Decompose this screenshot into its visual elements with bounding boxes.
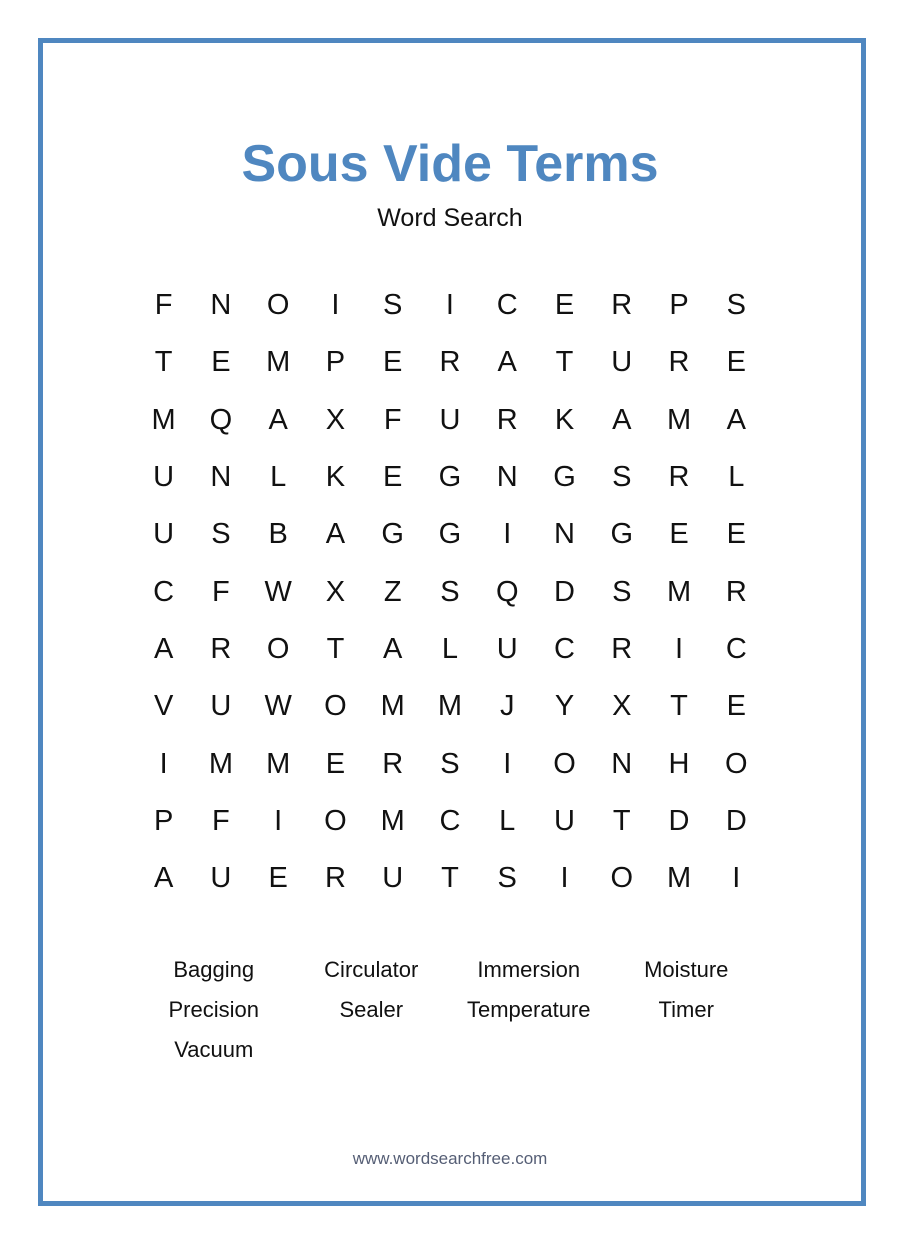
puzzle-subtitle: Word Search: [377, 204, 523, 232]
letter-grid: [135, 277, 765, 907]
grid-cell[interactable]: A: [612, 403, 632, 436]
grid-cell[interactable]: C: [554, 632, 575, 665]
grid-cell[interactable]: A: [325, 518, 346, 551]
grid-cell[interactable]: E: [383, 346, 403, 379]
grid-cell[interactable]: P: [153, 804, 174, 837]
grid-cell[interactable]: I: [274, 804, 283, 837]
grid-cell[interactable]: A: [497, 346, 517, 379]
grid-cell[interactable]: F: [154, 289, 173, 322]
grid-cell[interactable]: R: [324, 862, 346, 895]
grid-cell[interactable]: G: [553, 461, 576, 494]
grid-cell[interactable]: O: [324, 804, 347, 837]
grid-cell[interactable]: I: [445, 289, 454, 322]
grid-cell[interactable]: G: [381, 518, 404, 551]
grid-cell[interactable]: D: [554, 575, 575, 608]
grid-cell[interactable]: S: [497, 862, 517, 895]
grid-cell[interactable]: K: [554, 403, 575, 436]
grid-cell[interactable]: D: [668, 804, 690, 837]
grid-cell[interactable]: R: [439, 346, 461, 379]
grid-cell[interactable]: L: [441, 632, 459, 665]
grid-cell[interactable]: M: [208, 747, 233, 780]
grid-cell[interactable]: J: [499, 690, 515, 723]
grid-cell[interactable]: I: [159, 747, 168, 780]
grid-cell[interactable]: A: [268, 403, 288, 436]
grid-cell[interactable]: R: [611, 632, 633, 665]
grid-cell[interactable]: A: [153, 862, 174, 895]
grid-cell[interactable]: S: [440, 747, 460, 780]
grid-cell[interactable]: A: [726, 403, 746, 436]
grid-row: [135, 850, 765, 907]
grid-cell[interactable]: U: [439, 403, 461, 436]
grid-cell[interactable]: G: [438, 461, 462, 494]
grid-cell[interactable]: M: [666, 862, 692, 895]
grid-cell[interactable]: C: [153, 575, 175, 608]
grid-cell[interactable]: R: [668, 461, 690, 494]
grid-cell[interactable]: Z: [383, 575, 402, 608]
grid-cell[interactable]: W: [264, 690, 292, 723]
grid-cell[interactable]: F: [212, 575, 230, 608]
grid-row: [135, 277, 765, 334]
grid-cell[interactable]: U: [611, 346, 633, 379]
grid-cell[interactable]: R: [496, 403, 518, 436]
grid-cell[interactable]: X: [325, 403, 346, 436]
word-list-item: Bagging: [173, 957, 255, 982]
grid-cell[interactable]: I: [503, 518, 512, 551]
grid-row: [135, 678, 765, 735]
grid-cell[interactable]: M: [380, 804, 405, 837]
grid-cell[interactable]: U: [210, 690, 232, 723]
grid-cell[interactable]: T: [612, 804, 631, 837]
grid-cell[interactable]: U: [382, 862, 404, 895]
grid-cell[interactable]: K: [325, 461, 346, 494]
grid-row: [135, 563, 765, 620]
grid-cell[interactable]: N: [496, 461, 518, 494]
grid-cell[interactable]: M: [666, 575, 692, 608]
grid-cell[interactable]: D: [725, 804, 747, 837]
grid-cell[interactable]: T: [670, 690, 688, 723]
grid-cell[interactable]: C: [496, 289, 518, 322]
grid-row: [135, 793, 765, 850]
grid-cell[interactable]: E: [325, 747, 346, 780]
grid-cell[interactable]: M: [266, 346, 291, 379]
grid-cell[interactable]: U: [153, 518, 175, 551]
grid-row: [135, 735, 765, 792]
grid-cell[interactable]: E: [554, 289, 575, 322]
grid-cell[interactable]: A: [383, 632, 403, 665]
grid-cell[interactable]: X: [325, 575, 346, 608]
grid-cell[interactable]: R: [210, 632, 232, 665]
grid-cell[interactable]: U: [554, 804, 575, 837]
grid-cell[interactable]: H: [668, 747, 690, 780]
word-list-item: Moisture: [644, 957, 729, 982]
grid-cell[interactable]: I: [560, 862, 569, 895]
word-list: [135, 950, 765, 1070]
grid-cell[interactable]: V: [153, 690, 174, 723]
grid-cell[interactable]: S: [612, 575, 632, 608]
grid-cell[interactable]: W: [264, 575, 292, 608]
grid-cell[interactable]: P: [325, 346, 346, 379]
word-list-item: Vacuum: [174, 1037, 254, 1062]
grid-cell[interactable]: O: [610, 862, 634, 895]
grid-cell[interactable]: P: [669, 289, 689, 322]
grid-cell[interactable]: L: [728, 461, 745, 494]
grid-cell[interactable]: M: [666, 403, 692, 436]
grid-cell[interactable]: L: [499, 804, 516, 837]
grid-cell[interactable]: N: [210, 461, 232, 494]
word-list-item: Precision: [168, 997, 259, 1022]
grid-cell[interactable]: S: [383, 289, 403, 322]
grid-row: [135, 392, 765, 449]
grid-cell[interactable]: Y: [554, 690, 575, 723]
grid-cell[interactable]: U: [210, 862, 232, 895]
grid-cell[interactable]: I: [732, 862, 741, 895]
grid-cell[interactable]: A: [153, 632, 174, 665]
grid-cell[interactable]: O: [725, 747, 748, 780]
grid-cell[interactable]: C: [439, 804, 461, 837]
grid-cell[interactable]: Q: [495, 575, 519, 608]
grid-cell[interactable]: S: [612, 461, 632, 494]
grid-cell[interactable]: I: [331, 289, 340, 322]
grid-cell[interactable]: L: [270, 461, 287, 494]
grid-cell[interactable]: E: [669, 518, 689, 551]
word-list-item: Timer: [658, 997, 714, 1022]
word-list-item: Sealer: [339, 997, 404, 1022]
word-list-item: Immersion: [477, 957, 581, 982]
grid-cell[interactable]: T: [555, 346, 574, 379]
grid-cell[interactable]: G: [438, 518, 462, 551]
grid-row: [135, 449, 765, 506]
grid-cell[interactable]: R: [725, 575, 747, 608]
grid-cell[interactable]: U: [496, 632, 518, 665]
grid-cell[interactable]: F: [383, 403, 402, 436]
grid-row: [135, 334, 765, 391]
word-list-item: Circulator: [324, 957, 419, 982]
grid-cell[interactable]: M: [437, 690, 463, 723]
grid-cell[interactable]: M: [380, 690, 405, 723]
grid-cell[interactable]: O: [266, 289, 290, 322]
grid-cell[interactable]: S: [211, 518, 231, 551]
grid-cell[interactable]: X: [612, 690, 632, 723]
grid-cell[interactable]: B: [268, 518, 288, 551]
grid-cell[interactable]: M: [151, 403, 176, 436]
grid-cell[interactable]: E: [211, 346, 231, 379]
grid-cell[interactable]: O: [553, 747, 576, 780]
grid-cell[interactable]: S: [726, 289, 746, 322]
puzzle-title: Sous Vide Terms: [241, 135, 659, 193]
grid-cell[interactable]: E: [726, 690, 746, 723]
grid-cell[interactable]: R: [382, 747, 404, 780]
grid-cell[interactable]: N: [554, 518, 575, 551]
grid-cell[interactable]: T: [154, 346, 173, 379]
grid-cell[interactable]: I: [674, 632, 684, 665]
grid-cell[interactable]: T: [441, 862, 459, 895]
grid-cell[interactable]: E: [726, 346, 746, 379]
grid-cell[interactable]: I: [503, 747, 512, 780]
grid-cell[interactable]: G: [610, 518, 634, 551]
footer-url[interactable]: www.wordsearchfree.com: [352, 1149, 548, 1168]
grid-cell[interactable]: R: [668, 346, 690, 379]
grid-cell[interactable]: U: [153, 461, 175, 494]
grid-cell[interactable]: R: [611, 289, 633, 322]
grid-cell[interactable]: N: [210, 289, 232, 322]
grid-row: [135, 621, 765, 678]
grid-cell[interactable]: E: [268, 862, 288, 895]
grid-cell[interactable]: S: [440, 575, 460, 608]
grid-cell[interactable]: M: [266, 747, 291, 780]
grid-cell[interactable]: O: [324, 690, 347, 723]
grid-cell[interactable]: C: [725, 632, 747, 665]
word-list-item: Temperature: [466, 997, 591, 1022]
grid-cell[interactable]: T: [326, 632, 345, 665]
grid-cell[interactable]: N: [611, 747, 633, 780]
grid-cell[interactable]: O: [266, 632, 290, 665]
grid-row: [135, 506, 765, 563]
grid-cell[interactable]: Q: [209, 403, 233, 436]
grid-cell[interactable]: E: [726, 518, 746, 551]
grid-cell[interactable]: E: [383, 461, 403, 494]
grid-cell[interactable]: F: [212, 804, 230, 837]
